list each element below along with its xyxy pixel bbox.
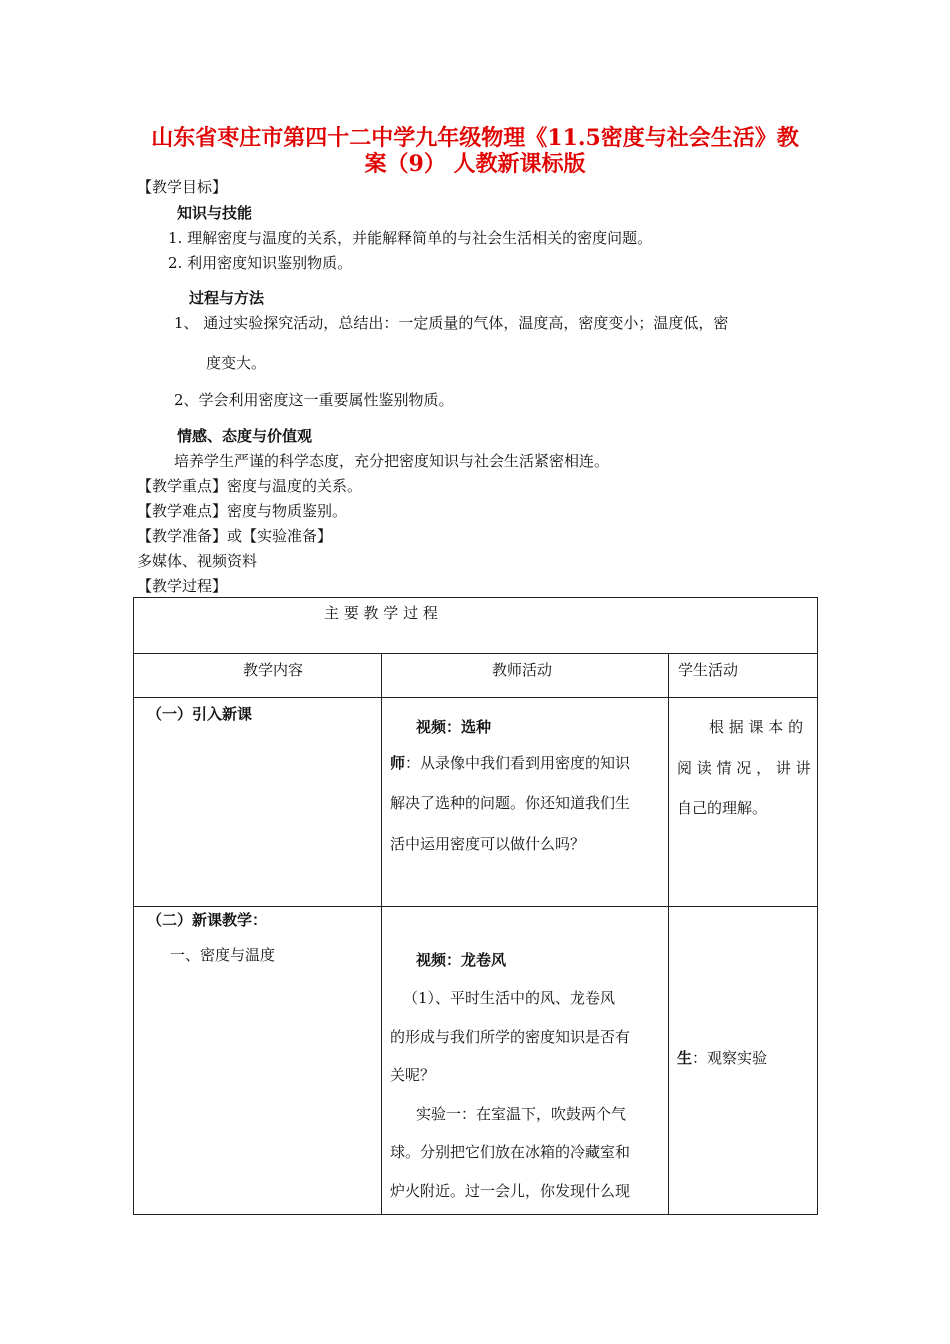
row2-content-sub: 一、密度与温度 — [170, 946, 276, 964]
knowledge-heading: 知识与技能 — [177, 204, 253, 222]
process-item-1-line2: 度变大。 — [206, 354, 267, 372]
student-label: 生 — [677, 1049, 693, 1067]
row1-content: （一）引入新课 — [147, 705, 253, 723]
row2-content-cell — [134, 907, 382, 1215]
row2-student-cell — [669, 907, 818, 1215]
table-title-cell — [134, 598, 818, 654]
row1-teacher-line1 — [390, 753, 630, 773]
row1-student-cell — [669, 698, 818, 907]
row1-student-line2: 阅 读 情 况 ， 讲 讲 — [677, 759, 811, 777]
difficulty: 【教学难点】密度与物质鉴别。 — [137, 502, 348, 520]
header-content: 教学内容 — [243, 661, 304, 679]
table-header-row — [134, 654, 818, 698]
row1-video: 视频：选种 — [416, 718, 492, 736]
process-item-2: 2、学会利用密度这一重要属性鉴别物质。 — [174, 391, 454, 409]
process-heading: 过程与方法 — [189, 289, 265, 307]
header-content-cell — [134, 654, 382, 698]
table-row — [134, 907, 818, 1215]
row2-teacher-cell — [382, 907, 669, 1215]
process-item-1-line1: 1、 通过实验探究活动，总结出：一定质量的气体，温度高，密度变小；温度低，密 — [174, 314, 729, 332]
row2-teacher-line6: 炉火附近。过一会儿，你发现什么现 — [390, 1182, 631, 1200]
header-teacher-cell — [382, 654, 669, 698]
knowledge-item-2: 2. 利用密度知识鉴别物质。 — [168, 254, 353, 272]
header-student: 学生活动 — [678, 661, 739, 679]
row1-student-line1: 根 据 课 本 的 — [709, 718, 804, 736]
row1-teacher-cell — [382, 698, 669, 907]
materials: 多媒体、视频资料 — [137, 552, 258, 570]
objectives-heading: 【教学目标】 — [137, 178, 228, 196]
row1-teacher-line2: 解决了选种的问题。你还知道我们生 — [390, 794, 631, 812]
table-row — [134, 698, 818, 907]
preparation: 【教学准备】或【实验准备】 — [137, 527, 333, 545]
table-title: 主 要 教 学 过 程 — [324, 604, 438, 622]
row2-student — [677, 1048, 767, 1068]
header-student-cell — [669, 654, 818, 698]
row2-teacher-line2: 的形成与我们所学的密度知识是否有 — [390, 1028, 631, 1046]
row2-student-text: ：观察实验 — [692, 1049, 768, 1067]
row1-teacher-line3: 活中运用密度可以做什么吗？ — [390, 835, 586, 853]
row2-content-heading: （二）新课教学： — [147, 911, 268, 929]
table-title-row — [134, 598, 818, 654]
knowledge-item-1: 1. 理解密度与温度的关系，并能解释简单的与社会生活相关的密度问题。 — [168, 229, 653, 247]
row2-teacher-line4: 实验一：在室温下，吹鼓两个气 — [416, 1105, 627, 1123]
key-point: 【教学重点】密度与温度的关系。 — [137, 477, 363, 495]
document-title-line2: 案（9） 人教新课标版 — [364, 151, 586, 177]
header-teacher: 教师活动 — [492, 661, 553, 679]
process-section-heading: 【教学过程】 — [137, 577, 228, 595]
row1-content-cell — [134, 698, 382, 907]
document-title-line1: 山东省枣庄市第四十二中学九年级物理《11.5密度与社会生活》教 — [151, 125, 799, 151]
row1-teacher-line1-text: ：从录像中我们看到用密度的知识 — [405, 754, 631, 772]
row2-teacher-line3: 关呢？ — [390, 1066, 436, 1084]
row2-teacher-line5: 球。分别把它们放在冰箱的冷藏室和 — [390, 1143, 631, 1161]
emotion-text: 培养学生严谨的科学态度，充分把密度知识与社会生活紧密相连。 — [174, 452, 610, 470]
row2-video: 视频：龙卷风 — [416, 951, 507, 969]
row2-teacher-line1: （1）、平时生活中的风、龙卷风 — [403, 989, 616, 1007]
teacher-label: 师 — [390, 754, 406, 772]
row1-student-line3: 自己的理解。 — [677, 799, 768, 817]
emotion-heading: 情感、态度与价值观 — [177, 427, 313, 445]
lesson-table — [133, 597, 818, 1215]
